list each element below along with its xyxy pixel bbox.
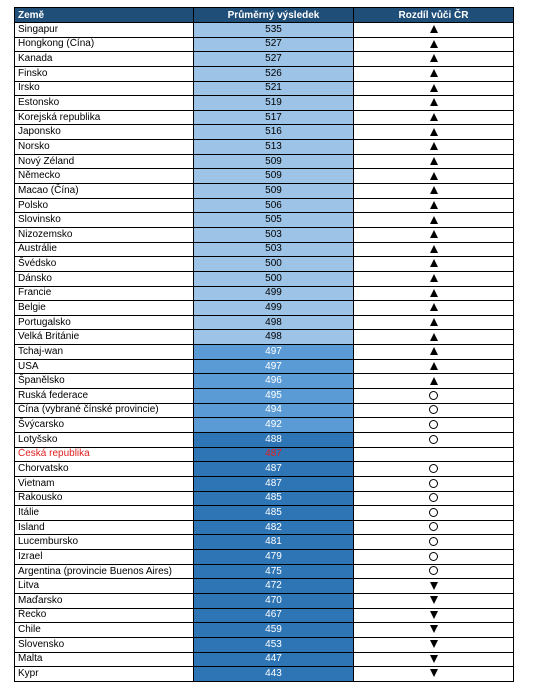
score-cell: 488 [194,432,354,447]
triangle-down-icon [430,625,438,633]
diff-cell [354,389,514,404]
score-cell: 453 [194,637,354,652]
country-cell: Francie [15,286,194,301]
country-cell: Maďarsko [15,593,194,608]
diff-cell [354,476,514,491]
diff-cell [354,564,514,579]
score-cell: 505 [194,213,354,228]
country-cell: Švýcarsko [15,418,194,433]
country-cell: Polsko [15,198,194,213]
country-cell: Argentina (provincie Buenos Aires) [15,564,194,579]
score-cell: 467 [194,608,354,623]
score-cell: 500 [194,271,354,286]
country-cell: Česká republika [15,447,194,462]
diff-cell [354,198,514,213]
triangle-down-icon [430,611,438,619]
score-cell: 497 [194,359,354,374]
score-cell: 459 [194,623,354,638]
score-cell: 487 [194,447,354,462]
score-cell: 492 [194,418,354,433]
table-row [15,520,514,535]
country-cell: Norsko [15,140,194,155]
diff-cell [354,257,514,272]
table-row [15,52,514,67]
circle-icon [429,405,438,414]
country-cell: Japonsko [15,125,194,140]
table-row [15,140,514,155]
score-cell: 499 [194,286,354,301]
country-cell: Tchaj-wan [15,345,194,360]
table-row [15,271,514,286]
triangle-up-icon [430,347,438,355]
circle-icon [429,522,438,531]
table-row [15,96,514,111]
circle-icon [429,479,438,488]
country-cell: Kanada [15,52,194,67]
score-cell: 494 [194,403,354,418]
triangle-down-icon [430,655,438,663]
diff-cell [354,96,514,111]
table-row [15,125,514,140]
diff-cell [354,550,514,565]
triangle-up-icon [430,25,438,33]
diff-cell [354,637,514,652]
score-cell: 517 [194,110,354,125]
country-cell: Estonsko [15,96,194,111]
circle-icon [429,508,438,517]
table-row [15,374,514,389]
score-cell: 485 [194,491,354,506]
score-cell: 495 [194,389,354,404]
country-cell: Rakousko [15,491,194,506]
score-cell: 470 [194,593,354,608]
circle-icon [429,552,438,561]
country-cell: Izrael [15,550,194,565]
diff-cell [354,184,514,199]
country-cell: Belgie [15,301,194,316]
triangle-up-icon [430,362,438,370]
country-cell: Slovensko [15,637,194,652]
table-row [15,213,514,228]
diff-cell [354,652,514,667]
table-row [15,623,514,638]
diff-cell [354,623,514,638]
table-row [15,169,514,184]
table-row [15,154,514,169]
country-cell: Španělsko [15,374,194,389]
country-cell: Singapur [15,23,194,38]
score-cell: 500 [194,257,354,272]
diff-cell [354,432,514,447]
country-cell: Litva [15,579,194,594]
diff-cell [354,169,514,184]
score-cell: 506 [194,198,354,213]
score-cell: 496 [194,374,354,389]
diff-cell [354,110,514,125]
diff-cell [354,345,514,360]
table-row [15,184,514,199]
diff-cell [354,491,514,506]
country-cell: Nový Zéland [15,154,194,169]
country-cell: Německo [15,169,194,184]
diff-cell [354,213,514,228]
country-cell: Finsko [15,66,194,81]
score-cell: 443 [194,667,354,682]
diff-cell [354,37,514,52]
table-row [15,579,514,594]
table-row [15,23,514,38]
triangle-up-icon [430,377,438,385]
diff-cell [354,462,514,477]
table-row [15,257,514,272]
table-row [15,66,514,81]
table-row [15,447,514,462]
diff-cell [354,418,514,433]
score-cell: 535 [194,23,354,38]
country-cell: Nizozemsko [15,227,194,242]
country-cell: Ruská federace [15,389,194,404]
circle-icon [429,566,438,575]
diff-cell [354,140,514,155]
diff-cell [354,359,514,374]
triangle-up-icon [430,216,438,224]
triangle-up-icon [430,84,438,92]
table-row [15,315,514,330]
score-cell: 472 [194,579,354,594]
table-row [15,535,514,550]
triangle-up-icon [430,274,438,282]
diff-cell [354,535,514,550]
country-cell: Irsko [15,81,194,96]
table-row [15,110,514,125]
score-cell: 526 [194,66,354,81]
table-row [15,652,514,667]
score-cell: 521 [194,81,354,96]
circle-icon [429,493,438,502]
country-cell: Lucembursko [15,535,194,550]
circle-icon [429,420,438,429]
score-cell: 475 [194,564,354,579]
country-cell: Velká Británie [15,330,194,345]
country-cell: Macao (Čína) [15,184,194,199]
score-cell: 509 [194,184,354,199]
triangle-down-icon [430,582,438,590]
header-country: Země [15,8,194,23]
score-cell: 485 [194,506,354,521]
triangle-up-icon [430,201,438,209]
table-row [15,637,514,652]
table-row [15,81,514,96]
triangle-up-icon [430,259,438,267]
score-cell: 516 [194,125,354,140]
country-cell: Chile [15,623,194,638]
score-cell: 487 [194,476,354,491]
diff-cell [354,315,514,330]
score-cell: 498 [194,330,354,345]
triangle-down-icon [430,640,438,648]
diff-cell [354,81,514,96]
score-cell: 513 [194,140,354,155]
country-cell: Slovinsko [15,213,194,228]
triangle-up-icon [430,245,438,253]
diff-cell [354,23,514,38]
diff-cell [354,506,514,521]
triangle-up-icon [430,113,438,121]
score-cell: 498 [194,315,354,330]
circle-icon [429,464,438,473]
diff-cell [354,227,514,242]
score-cell: 481 [194,535,354,550]
table-row [15,593,514,608]
table-row [15,550,514,565]
country-cell: Čína (vybrané čínské provincie) [15,403,194,418]
diff-cell [354,374,514,389]
header-score: Průměrný výsledek [194,8,354,23]
triangle-down-icon [430,596,438,604]
diff-cell [354,330,514,345]
circle-icon [429,391,438,400]
results-table [14,7,514,682]
country-cell: Vietnam [15,476,194,491]
country-cell: Austrálie [15,242,194,257]
diff-cell [354,593,514,608]
triangle-up-icon [430,40,438,48]
country-cell: USA [15,359,194,374]
diff-cell [354,286,514,301]
score-cell: 527 [194,37,354,52]
score-cell: 509 [194,154,354,169]
diff-cell [354,125,514,140]
country-cell: Chorvatsko [15,462,194,477]
diff-cell [354,520,514,535]
circle-icon [429,537,438,546]
table-row [15,564,514,579]
diff-cell [354,52,514,67]
triangle-up-icon [430,172,438,180]
triangle-up-icon [430,186,438,194]
table-row [15,476,514,491]
diff-cell [354,66,514,81]
score-cell: 482 [194,520,354,535]
table-row [15,345,514,360]
triangle-up-icon [430,98,438,106]
table-row [15,227,514,242]
triangle-up-icon [430,333,438,341]
triangle-down-icon [430,669,438,677]
diff-cell [354,608,514,623]
triangle-up-icon [430,69,438,77]
country-cell: Řecko [15,608,194,623]
score-cell: 497 [194,345,354,360]
score-cell: 527 [194,52,354,67]
table-row [15,301,514,316]
score-cell: 499 [194,301,354,316]
country-cell: Island [15,520,194,535]
table-row [15,667,514,682]
triangle-up-icon [430,157,438,165]
table-row [15,491,514,506]
diff-cell [354,271,514,286]
country-cell: Lotyšsko [15,432,194,447]
country-cell: Švédsko [15,257,194,272]
country-cell: Itálie [15,506,194,521]
table-row [15,37,514,52]
country-cell: Portugalsko [15,315,194,330]
table-row [15,608,514,623]
diff-cell [354,403,514,418]
country-cell: Hongkong (Čína) [15,37,194,52]
table-body [15,23,514,682]
score-cell: 503 [194,227,354,242]
score-cell: 509 [194,169,354,184]
triangle-up-icon [430,303,438,311]
table-row [15,462,514,477]
triangle-up-icon [430,142,438,150]
triangle-up-icon [430,128,438,136]
score-cell: 503 [194,242,354,257]
table-row [15,286,514,301]
triangle-up-icon [430,318,438,326]
table-row [15,330,514,345]
table-row [15,403,514,418]
triangle-up-icon [430,289,438,297]
country-cell: Malta [15,652,194,667]
triangle-up-icon [430,230,438,238]
diff-cell [354,579,514,594]
table-row [15,506,514,521]
table-row [15,432,514,447]
table-row [15,418,514,433]
country-cell: Korejská republika [15,110,194,125]
score-cell: 447 [194,652,354,667]
diff-cell [354,154,514,169]
table-row [15,198,514,213]
diff-cell-empty [354,447,514,462]
diff-cell [354,242,514,257]
country-cell: Kypr [15,667,194,682]
diff-cell [354,301,514,316]
circle-icon [429,435,438,444]
header-difference: Rozdíl vůči ČR [354,8,514,23]
score-cell: 479 [194,550,354,565]
score-cell: 487 [194,462,354,477]
table-row [15,359,514,374]
triangle-up-icon [430,54,438,62]
diff-cell [354,667,514,682]
header-row [15,8,514,23]
country-cell: Dánsko [15,271,194,286]
table-row [15,242,514,257]
score-cell: 519 [194,96,354,111]
table-row [15,389,514,404]
